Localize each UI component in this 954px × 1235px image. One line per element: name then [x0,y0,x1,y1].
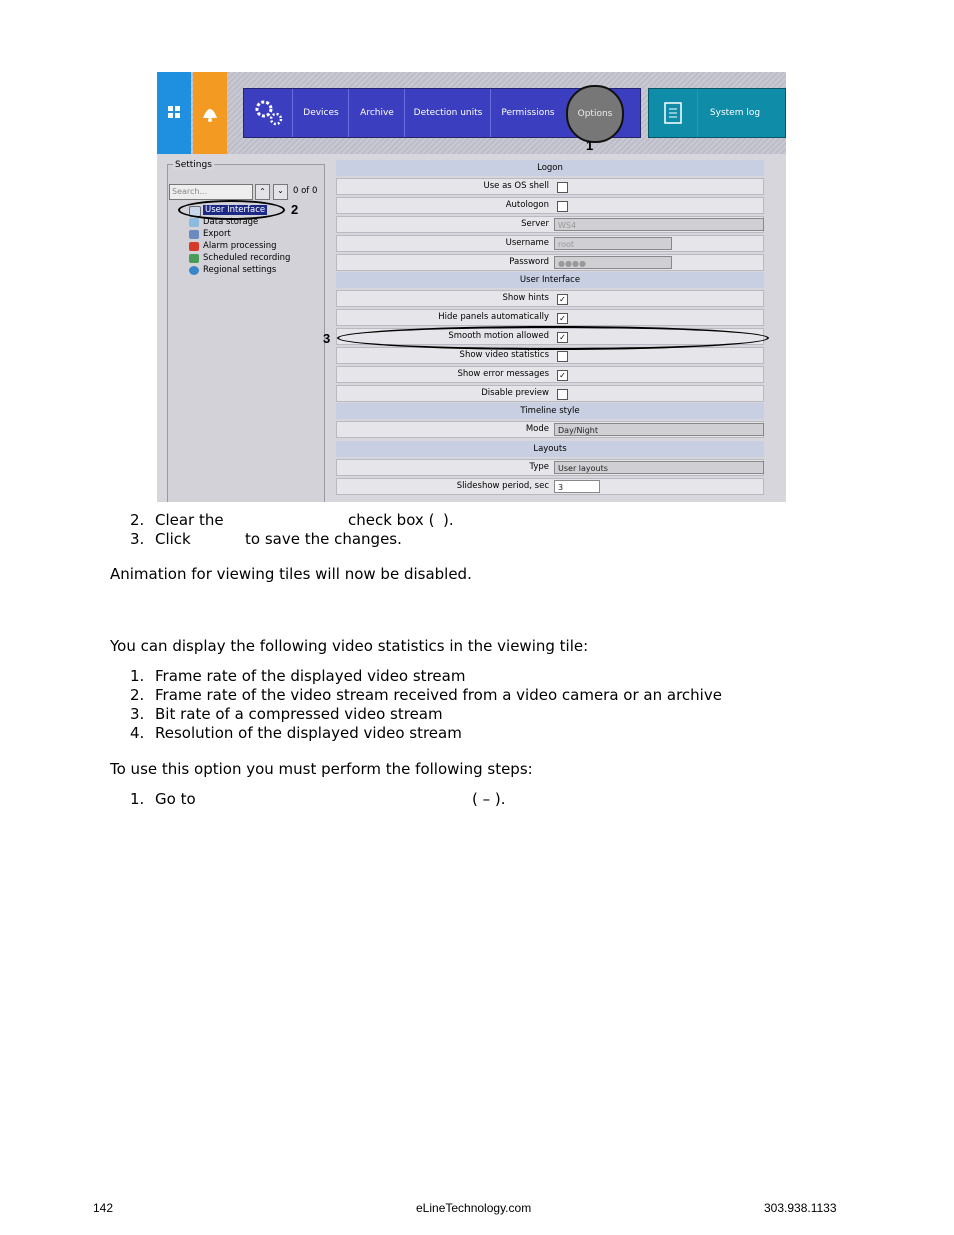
step-go-to: Go to [155,790,196,808]
row-autologon [336,197,764,214]
label: Username [505,238,549,248]
row-slideshow-period [336,478,764,495]
tree-item-data-storage[interactable]: Data storage [203,217,259,227]
smooth-motion-checkbox[interactable]: ✓ [557,332,568,343]
mode-select[interactable]: Day/Night [554,423,764,436]
label: Show hints [502,293,549,303]
label: Show video statistics [459,350,549,360]
use-os-shell-checkbox[interactable] [557,182,568,193]
windows-tile[interactable] [157,72,191,154]
permissions-button[interactable]: Permissions [490,89,565,137]
windows-icon [157,72,191,154]
page-number: 142 [93,1201,114,1215]
section-logon: Logon [336,160,764,176]
error-messages-checkbox[interactable]: ✓ [557,370,568,381]
list-item: Resolution of the displayed video stream [155,724,462,742]
autologon-checkbox[interactable] [557,201,568,212]
alarm-icon [189,242,199,251]
label: Server [521,219,549,229]
checklist-icon[interactable] [649,89,697,137]
section-timeline-style: Timeline style [336,403,764,419]
type-select[interactable]: User layouts [554,461,764,474]
tree-item-scheduled-recording[interactable]: Scheduled recording [203,253,291,263]
row-username [336,235,764,252]
settings-legend: Settings [175,160,212,170]
step-2-text-c: ). [443,511,454,529]
top-navigation-bar [157,72,786,154]
tree-item-regional-settings[interactable]: Regional settings [203,265,277,275]
paragraph: To use this option you must perform the following steps: [110,760,533,778]
system-log-button[interactable]: System log [697,89,772,137]
list-number: 1. [130,790,145,808]
username-field[interactable]: root [554,237,672,250]
list-item: Frame rate of the displayed video stream [155,667,466,685]
list-number: 3. [130,705,145,723]
show-hints-checkbox[interactable]: ✓ [557,294,568,305]
main-menu [243,88,641,138]
row-disable-preview [336,385,764,402]
slideshow-stepper[interactable]: 3 [554,480,600,493]
password-field[interactable]: ●●●● [554,256,672,269]
row-server [336,216,764,233]
archive-button[interactable]: Archive [348,89,405,137]
label: Show error messages [457,369,549,379]
row-hide-panels [336,309,764,326]
label: Type [529,462,549,472]
bell-icon [193,72,227,154]
label: Slideshow period, sec [456,481,549,491]
label: Disable preview [481,388,549,398]
export-icon [189,230,199,239]
system-menu [648,88,786,138]
search-up-button[interactable]: ⌃ [255,184,270,200]
options-button[interactable]: Options [566,85,624,143]
step-number: 3. [130,530,145,548]
highlight-oval-2 [178,200,285,220]
tree-item-alarm-processing[interactable]: Alarm processing [203,241,277,251]
step-2-text-a: Clear the [155,511,224,529]
row-password [336,254,764,271]
list-number: 1. [130,667,145,685]
schedule-icon [189,254,199,263]
devices-button[interactable]: Devices [292,89,349,137]
label: Password [509,257,549,267]
video-statistics-checkbox[interactable] [557,351,568,362]
section-layouts: Layouts [336,441,764,457]
list-number: 4. [130,724,145,742]
row-type [336,459,764,476]
list-number: 2. [130,686,145,704]
footer-phone: 303.938.1133 [764,1201,837,1215]
search-down-button[interactable]: ⌄ [273,184,288,200]
settings-screenshot [157,72,786,502]
row-show-hints [336,290,764,307]
alarm-tile[interactable] [193,72,227,154]
step-number: 2. [130,511,145,529]
globe-icon [189,266,199,275]
step-3-text-a: Click [155,530,191,548]
callout-2: 2 [291,202,299,217]
callout-3: 3 [323,331,331,346]
list-item: Bit rate of a compressed video stream [155,705,443,723]
list-item: Frame rate of the video stream received from a video camera or an archive [155,686,722,704]
search-count: 0 of 0 [293,186,318,196]
server-select[interactable]: WS4 [554,218,764,231]
label: Autologon [505,200,549,210]
tree-item-user-interface[interactable]: User Interface [205,205,266,215]
search-input[interactable]: Search... [169,184,253,200]
callout-1: 1 [586,138,594,153]
detection-units-button[interactable]: Detection units [404,89,491,137]
footer-website: eLineTechnology.com [416,1201,532,1215]
label: Smooth motion allowed [448,331,549,341]
highlight-oval-3 [337,326,769,350]
gears-icon[interactable] [244,89,292,137]
hide-panels-checkbox[interactable]: ✓ [557,313,568,324]
row-error-messages [336,366,764,383]
step-3-text-b: to save the changes. [245,530,402,548]
section-user-interface: User Interface [336,272,764,288]
paragraph: Animation for viewing tiles will now be disabled. [110,565,472,583]
storage-icon [189,218,199,227]
label: Mode [525,424,549,434]
paragraph: You can display the following video statistics in the viewing tile: [110,637,589,655]
label: Hide panels automatically [438,312,549,322]
disable-preview-checkbox[interactable] [557,389,568,400]
label: Use as OS shell [483,181,549,191]
step-2-text-b: check box ( [348,511,435,529]
step-go-to-tail: ( – ). [472,790,506,808]
row-use-os-shell [336,178,764,195]
tree-item-export[interactable]: Export [203,229,231,239]
row-mode [336,421,764,438]
